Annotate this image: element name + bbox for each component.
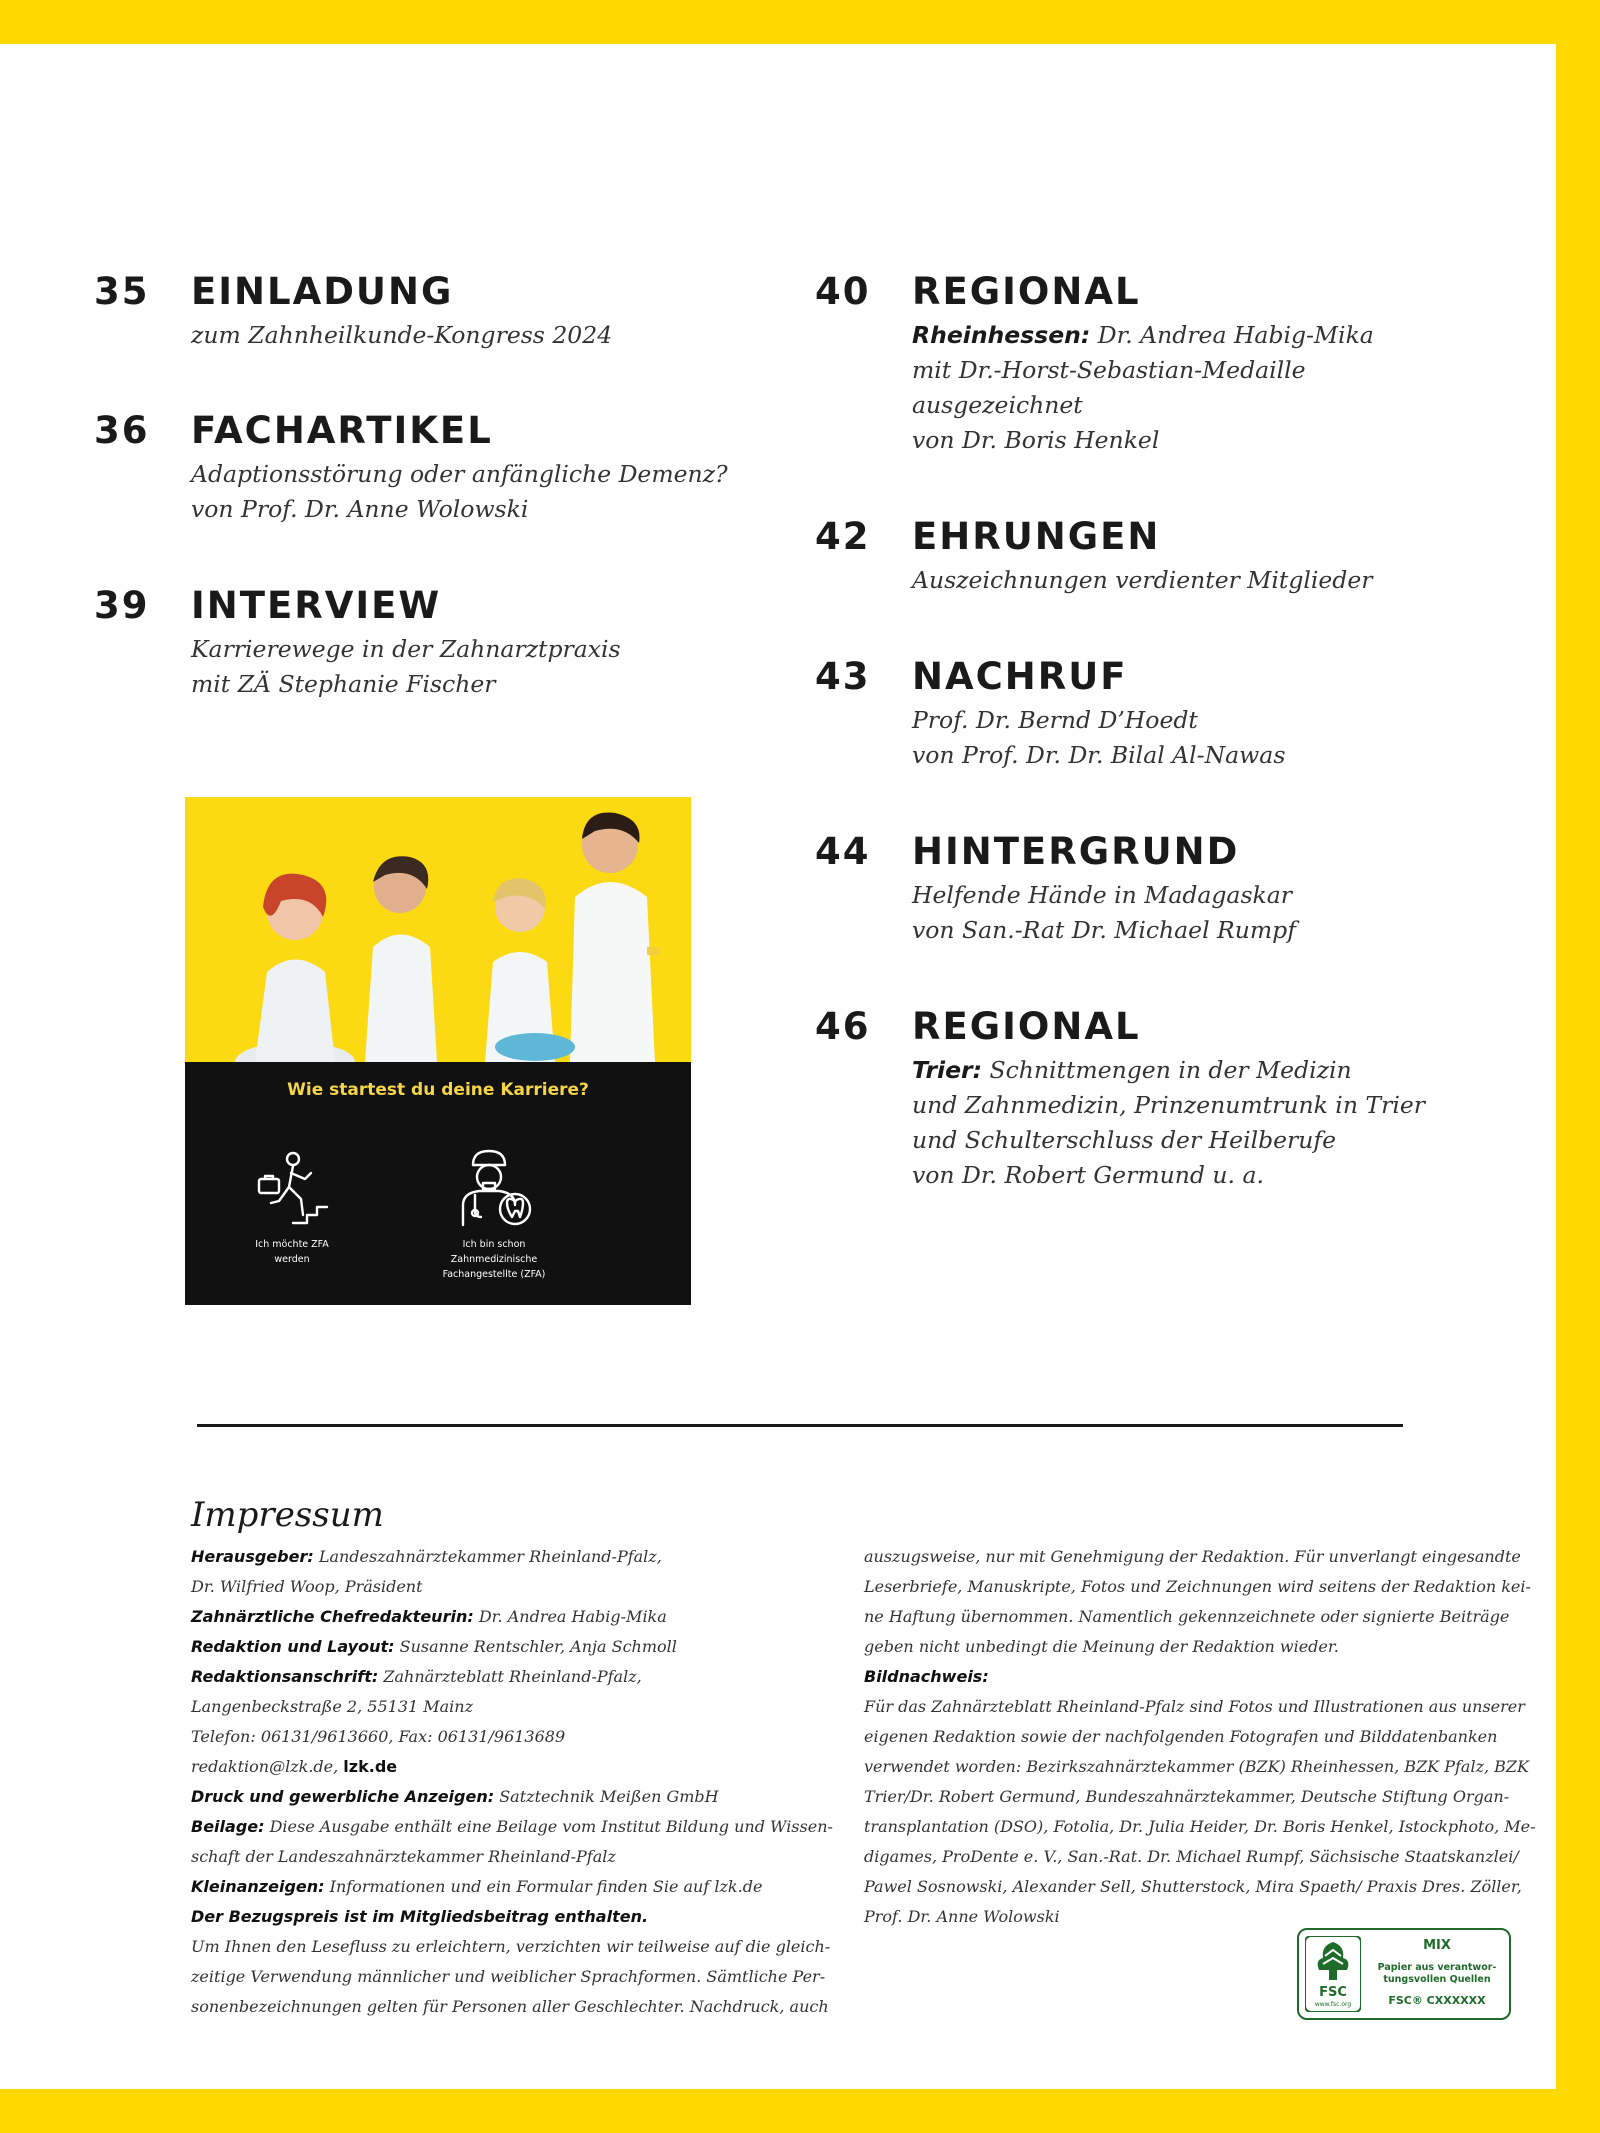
impressum-line: transplantation (DSO), Fotolia, Dr. Julia Heider, Dr. Boris Henkel, Istockphoto, Me- — [864, 1817, 1536, 1836]
toc-heading: EINLADUNG — [191, 270, 454, 313]
toc-page-number: 40 — [815, 270, 871, 313]
toc-line: von Prof. Dr. Dr. Bilal Al-Nawas — [912, 741, 1286, 769]
toc-description — [912, 563, 1492, 598]
impressum-line: Leserbriefe, Manuskripte, Fotos und Zeichnungen wird seitens der Redaktion kei- — [864, 1577, 1531, 1596]
toc-page-number: 36 — [94, 409, 150, 452]
impressum-line: Herausgeber: Landeszahnärztekammer Rheinland-Pfalz, — [191, 1547, 662, 1566]
yellow-frame-bottom — [0, 2089, 1600, 2133]
impressum-title: Impressum — [191, 1495, 384, 1535]
toc-line: Auszeichnungen verdienter Mitglieder — [912, 566, 1373, 594]
fsc-label: FSC — [1319, 1985, 1347, 2000]
impressum-line: verwendet worden: Bezirkszahnärztekammer (BZK) Rheinhessen, BZK Pfalz, BZK — [864, 1757, 1529, 1776]
career-climb-icon[interactable] — [253, 1149, 331, 1227]
impressum-line: Zahnärztliche Chefredakteurin: Dr. Andrea Habig-Mika — [191, 1607, 667, 1626]
toc-line: ausgezeichnet — [912, 391, 1083, 419]
toc-heading: HINTERGRUND — [912, 830, 1240, 873]
dental-team-illustration — [185, 797, 691, 1062]
impressum-column-right — [864, 1542, 1536, 1932]
ad-option-already-zfa: Ich bin schon Zahnmedizinische Fachangestellte (ZFA) — [442, 1239, 546, 1280]
toc-description — [191, 318, 771, 353]
career-ad-image[interactable] — [185, 797, 691, 1305]
toc-line: und Schulterschluss der Heilberufe — [912, 1126, 1337, 1154]
impressum-column-left — [191, 1542, 831, 2022]
toc-line: Adaptionsstörung oder anfängliche Demenz? — [191, 460, 728, 488]
impressum-line: Der Bezugspreis ist im Mitgliedsbeitrag enthalten. — [191, 1907, 649, 1926]
toc-description — [191, 457, 771, 527]
impressum-line: Telefon: 06131/9613660, Fax: 06131/9613689 — [191, 1727, 566, 1746]
toc-heading: INTERVIEW — [191, 584, 442, 627]
impressum-line: Für das Zahnärzteblatt Rheinland-Pfalz sind Fotos und Illustrationen aus unserer — [864, 1697, 1525, 1716]
impressum-line: Pawel Sosnowski, Alexander Sell, Shutterstock, Mira Spaeth/ Praxis Dres. Zöller, — [864, 1877, 1522, 1896]
ad-title: Wie startest du deine Karriere? — [287, 1080, 589, 1100]
fsc-site: www.fsc.org — [1314, 2001, 1352, 2008]
toc-heading: NACHRUF — [912, 655, 1128, 698]
toc-line: von Dr. Boris Henkel — [912, 426, 1160, 454]
impressum-line: sonenbezeichnungen gelten für Personen aller Geschlechter. Nachdruck, auch — [191, 1997, 829, 2016]
toc-line: zum Zahnheilkunde-Kongress 2024 — [191, 321, 613, 349]
impressum-line: Kleinanzeigen: Informationen und ein Formular finden Sie auf lzk.de — [191, 1877, 763, 1896]
toc-heading: EHRUNGEN — [912, 515, 1161, 558]
toc-heading: FACHARTIKEL — [191, 409, 493, 452]
fsc-description: Papier aus verantwor- tungsvollen Quellen — [1377, 1962, 1497, 1985]
yellow-frame-top — [0, 0, 1600, 44]
toc-page-number: 43 — [815, 655, 871, 698]
toc-description — [191, 632, 771, 702]
impressum-line: Redaktion und Layout: Susanne Rentschler, Anja Schmoll — [191, 1637, 677, 1656]
toc-line: mit Dr.-Horst-Sebastian-Medaille — [912, 356, 1306, 384]
impressum-contact-line: redaktion@lzk.de, lzk.de — [191, 1757, 398, 1776]
yellow-frame-right — [1556, 0, 1600, 2133]
impressum-line: eigenen Redaktion sowie der nachfolgenden Fotografen und Bilddatenbanken — [864, 1727, 1498, 1746]
impressum-line: Dr. Wilfried Woop, Präsident — [191, 1577, 423, 1596]
impressum-line: Langenbeckstraße 2, 55131 Mainz — [191, 1697, 474, 1716]
toc-line: Rheinhessen: Dr. Andrea Habig-Mika — [912, 321, 1374, 349]
toc-line: von San.-Rat Dr. Michael Rumpf — [912, 916, 1296, 944]
toc-line: Karrierewege in der Zahnarztpraxis — [191, 635, 621, 663]
impressum-line: schaft der Landeszahnärztekammer Rheinland-Pfalz — [191, 1847, 616, 1866]
fsc-mix-label: MIX — [1423, 1938, 1451, 1953]
toc-page-number: 39 — [94, 584, 150, 627]
toc-page-number: 44 — [815, 830, 871, 873]
website-link[interactable]: lzk.de — [343, 1757, 398, 1776]
impressum-line: ne Haftung übernommen. Namentlich gekennzeichnete oder signierte Beiträge — [864, 1607, 1510, 1626]
toc-page-number: 46 — [815, 1005, 871, 1048]
toc-description — [912, 1053, 1492, 1193]
toc-line: Prof. Dr. Bernd D’Hoedt — [912, 706, 1198, 734]
impressum-line: Redaktionsanschrift: Zahnärzteblatt Rheinland-Pfalz, — [191, 1667, 642, 1686]
toc-page-number: 35 — [94, 270, 150, 313]
impressum-line: Beilage: Diese Ausgabe enthält eine Beilage vom Institut Bildung und Wissen- — [191, 1817, 833, 1836]
toc-description — [912, 703, 1492, 773]
toc-heading: REGIONAL — [912, 1005, 1141, 1048]
impressum-line: zeitige Verwendung männlicher und weiblicher Sprachformen. Sämtliche Per- — [191, 1967, 826, 1986]
dental-team-photo — [185, 797, 691, 1062]
impressum-line: Bildnachweis: — [864, 1667, 989, 1686]
toc-heading: REGIONAL — [912, 270, 1141, 313]
ad-option-become-zfa: Ich möchte ZFA werden — [255, 1239, 329, 1265]
toc-line: und Zahnmedizin, Prinzenumtrunk in Trier — [912, 1091, 1425, 1119]
toc-description — [912, 318, 1492, 458]
fsc-tree-logo — [1305, 1936, 1361, 2012]
impressum-line: geben nicht unbedingt die Meinung der Redaktion wieder. — [864, 1637, 1339, 1656]
toc-page-number: 42 — [815, 515, 871, 558]
impressum-line: Trier/Dr. Robert Germund, Bundeszahnärztekammer, Deutsche Stiftung Organ- — [864, 1787, 1510, 1806]
impressum-line: digames, ProDente e. V., San.-Rat. Dr. Michael Rumpf, Sächsische Staatskanzlei/ — [864, 1847, 1519, 1866]
toc-line: von Prof. Dr. Anne Wolowski — [191, 495, 529, 523]
toc-line: Helfende Hände in Madagaskar — [912, 881, 1292, 909]
toc-line: mit ZÄ Stephanie Fischer — [191, 670, 496, 698]
fsc-license-code: FSC® CXXXXXX — [1388, 1994, 1486, 2007]
impressum-line: auszugsweise, nur mit Genehmigung der Redaktion. Für unverlangt eingesandte — [864, 1547, 1521, 1566]
impressum-line: Prof. Dr. Anne Wolowski — [864, 1907, 1060, 1926]
dentist-tooth-icon[interactable] — [453, 1147, 535, 1229]
fsc-badge — [1297, 1928, 1511, 2020]
toc-description — [912, 878, 1492, 948]
impressum-line: Druck und gewerbliche Anzeigen: Satztechnik Meißen GmbH — [191, 1787, 719, 1806]
section-divider — [197, 1424, 1403, 1427]
toc-line: von Dr. Robert Germund u. a. — [912, 1161, 1264, 1189]
impressum-line: Um Ihnen den Lesefluss zu erleichtern, verzichten wir teilweise auf die gleich- — [191, 1937, 831, 1956]
toc-line: Trier: Schnittmengen in der Medizin — [912, 1056, 1352, 1084]
